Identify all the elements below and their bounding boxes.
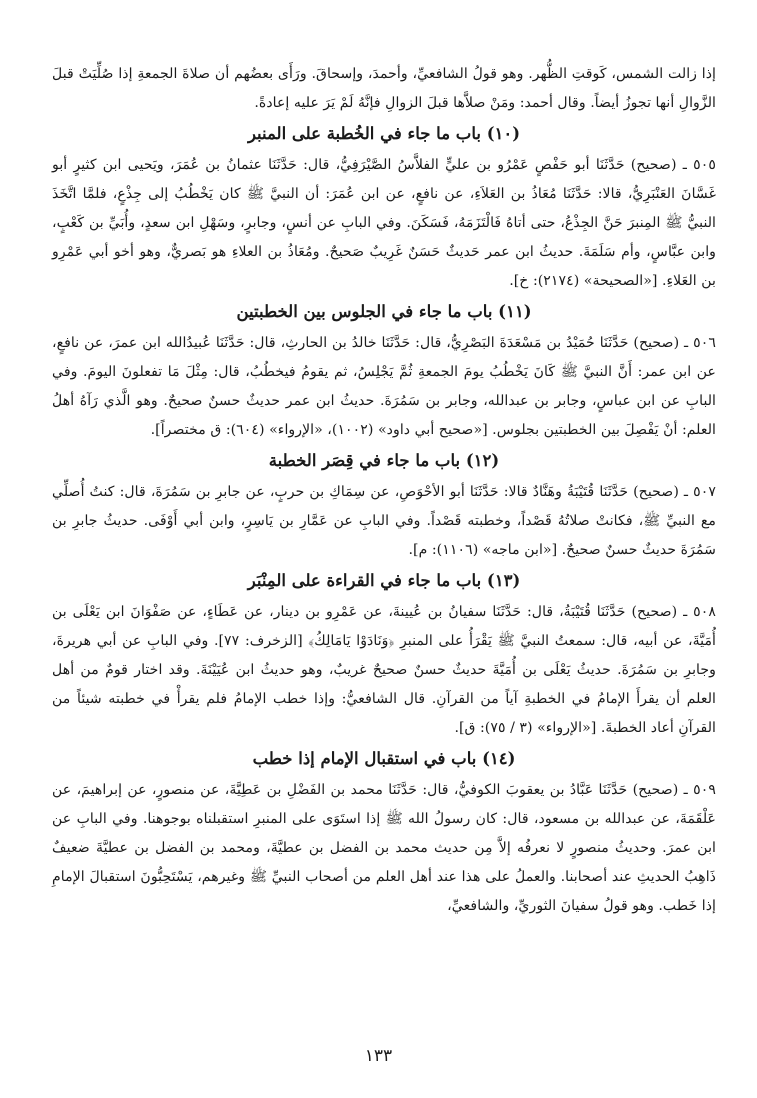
chapter-heading-13: (١٣) باب ما جاء في القراءة على المِنْبَر	[247, 571, 521, 590]
chapter-heading-11: (١١) باب ما جاء في الجلوس بين الخطبتين	[236, 302, 532, 321]
hadith-509: ٥٠٩ ـ (صحيح) حَدَّثَنَا عَبَّادُ بن يعقوبَ الكوفيُّ، قال: حَدَّثَنَا محمد بن الفَضْلِ بن عَطِيَّةَ، عن منصورٍ، عن إبراهيمَ، عن عَلْقَمَةَ، عن عبدالله بن مسعود، قال: كان رسولُ الله ﷺ إذا استَوَى على المنبرِ استقبلناه بوجوهنا. وفي البابِ عن ابن عمرَ. وحديثُ منصورٍ لا نعرفُه إلاَّ مِن حديث محمد بن الفضل بن عطيَّةَ، ومحمد بن الفضل بن عطيَّةَ ضعيفٌ ذَاهِبُ الحديثِ عند أصحابنا. والعملُ على هذا عند أهل العلم من أصحاب النبيِّ ﷺ وغيرهم، يَسْتَحِبُّونَ استقبالَ الإمامِ إذا خَطب. وهو قولُ سفيانَ الثوريِّ، والشافعيِّ،	[52, 782, 716, 914]
hadith-508: ٥٠٨ ـ (صحيح) حَدَّثَنَا قُتَيْبَةُ، قال: حَدَّثَنَا سفيانُ بن عُيينةَ، عن عَمْرِو بن دينار، عن عَطَاءٍ، عن صَفْوَانَ ابن يَعْلَى بن أُمَيَّةَ، عن أبيه، قال: سمعتُ النبيَّ ﷺ يَقْرَأُ على المنبرِ ﴿وَنَادَوْا يَامَالِكُ﴾ [الزخرف: ٧٧]. وفي البابِ عن أبي هريرةَ، وجابرِ بن سَمُرَةَ. حديثُ يَعْلَى بن أُمَيَّةَ حديثٌ حسنٌ صحيحٌ غريبٌ، وهو حديثُ ابن عُيَيْنَةَ. وقد اختار قومٌ من أهل العلم أن يقرأَ الإمامُ في الخطبةِ آياً من القرآنِ. قال الشافعيُّ: وإذا خطب الإمامُ فلم يقرأْ في خطبته شيئاً من القرآنِ أعاد الخطبةَ. [«الإرواء» (٣ / ٧٥): ق].	[52, 604, 717, 736]
page-number: ١٣٣	[364, 1046, 393, 1066]
continuation-paragraph: إذا زالت الشمس، كَوقتِ الظُّهر. وهو قولُ الشافعيِّ، وأحمدَ، وإسحاقَ. ورَأَى بعضُهم أن صلاةَ الجمعةِ إذا صُلِّيَتْ قبلَ الزَّوالِ أنها تجوزُ أيضاً. وقال أحمد: ومَنْ صلاَّها قبلَ الزوالِ فإنَّهُ لَمْ يَرَ عليه إعادةً.	[52, 66, 716, 111]
chapter-heading-10: (١٠) باب ما جاء في الخُطبة على المنبر	[247, 124, 521, 143]
hadith-505: ٥٠٥ ـ (صحيح) حَدَّثَنَا أبو حَفْصٍ عَمْرُو بن عليٍّ الفلاَّسُ الصَّيْرَفِيُّ، قال: حَدَّثَنَا عثمانُ بن عُمَرَ، ويَحيى ابن كثيرٍ أبو غَسَّانَ العَنْبَرِيُّ، قالا: حَدَّثَنَا مُعَاذُ بن العَلاَءِ، عن نافعٍ، عن ابن عُمَرَ: أن النبيَّ ﷺ كان يَخْطُبُ إلى جِذْعٍ، فلمَّا اتَّخَذَ النبيُّ ﷺ المِنبرَ حَنَّ الجِذْعُ، حتى أتاهُ فَالْتَزَمَهُ، فَسَكَنَ. وفي البابِ عن أنسٍ، وجابرٍ، وسَهْلِ ابن سعدٍ، وأُبَيِّ بن كَعْبٍ، وابن عبَّاسٍ، وأم سَلَمَةَ. حديثُ ابن عمر حَديثٌ حَسَنٌ غَرِيبٌ صَحيحٌ. ومُعَاذُ بن العلاءِ هو بَصريٌّ، وهو أخو أبي عَمْرِو بن العَلاءِ. [«الصحيحة» (٢١٧٤): خ].	[52, 157, 716, 289]
book-page-text	[52, 60, 716, 921]
chapter-heading-14: (١٤) باب في استقبال الإمام إذا خطب	[252, 749, 516, 768]
hadith-506: ٥٠٦ ـ (صحيح) حَدَّثَنَا حُمَيْدُ بن مَسْعَدَةَ البَصْرِيُّ، قال: حَدَّثَنَا خالدُ بن الحارثِ، قال: حَدَّثَنَا عُبيدُالله ابن عمرَ، عن نافعٍ، عن ابن عمر: أَنَّ النبيَّ ﷺ كَانَ يَخْطُبُ يومَ الجمعةِ ثُمَّ يَجْلِسُ، ثم يقومُ فيخطُبُ، قال: مِثْلَ مَا تفعلونَ اليومَ. وفي البابِ عن ابن عباسٍ، وجابر بن عبدالله، وجابر بن سَمُرَةَ. حديثُ ابن عمر حديثٌ حسنٌ صحيحٌ. وهو الَّذي رَآهُ أهلُ العلم: أنْ يَفْصِلَ بين الخطبتين بجلوس. [«صحيح أبي داود» (١٠٠٢)، «الإرواء» (٦٠٤): ق مختصراً].	[52, 335, 716, 438]
hadith-507: ٥٠٧ ـ (صحيح) حَدَّثَنَا قُتَيْبَةُ وهَنَّادٌ قالا: حَدَّثَنَا أبو الأحْوَصِ، عن سِمَاكِ بن حربٍ، عن جابرِ بن سَمُرَةَ، قال: كنتُ أُصلِّي مع النبيِّ ﷺ، فكانتْ صلاتُهُ قَصْداً، وخطبته قَصْداً. وفي البابِ عن عَمَّارِ بن يَاسِرٍ، وابن أبي أَوْفَى. حديثُ جابرِ بن سَمُرَةَ حديثٌ حسنٌ صحيحٌ. [«ابن ماجه» (١١٠٦): م].	[52, 484, 716, 558]
chapter-heading-12: (١٢) باب ما جاء في قِصَر الخطبة	[268, 451, 500, 470]
